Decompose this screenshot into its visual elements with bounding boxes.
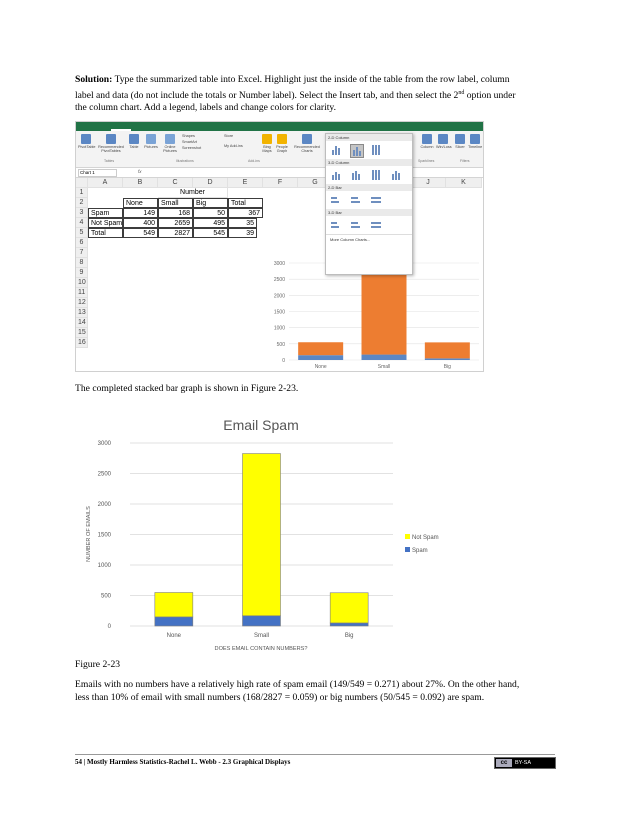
3d-column-icon[interactable] (390, 169, 402, 181)
col-header[interactable]: J (411, 178, 446, 188)
x-tick-label: Big (443, 364, 451, 370)
3d-stacked-column-icon[interactable] (350, 169, 362, 181)
formula-bar (76, 168, 483, 178)
conclusion-line-2: less than 10% of email with small numbers (168/2827 = 0.059) or big numbers (50/545 = 0.092) are spam. (75, 691, 485, 703)
x-tick-label: Small (253, 633, 270, 639)
ribbon-tab-bar (76, 122, 483, 131)
pictures-button[interactable]: Pictures (144, 134, 158, 149)
row-label-total[interactable]: Total (88, 228, 123, 238)
col-header[interactable]: C (158, 178, 193, 188)
table-cell[interactable]: 495 (193, 218, 228, 228)
footer-divider (75, 754, 555, 755)
row-header[interactable]: 8 (76, 258, 88, 268)
stacked-bar-icon[interactable] (350, 194, 362, 206)
bar-spam (155, 617, 193, 626)
name-box[interactable]: Chart 1 (78, 169, 117, 177)
group-filters: Filters (460, 159, 470, 163)
timeline-button[interactable]: Timeline (468, 134, 482, 149)
row-header[interactable]: 1 (76, 188, 88, 198)
pivottable-button[interactable]: PivotTable (78, 134, 94, 149)
dropdown-row-2d-bar (326, 191, 412, 209)
col-header[interactable]: F (263, 178, 298, 188)
y-tick-label: 2500 (97, 471, 111, 478)
row-header[interactable]: 11 (76, 288, 88, 298)
bar-spam (298, 355, 343, 360)
x-axis-label: DOES EMAIL CONTAIN NUMBERS? (214, 646, 308, 652)
y-tick-label: 0 (282, 358, 285, 364)
col-header[interactable]: G (298, 178, 333, 188)
recommended-pivottables-button[interactable]: Recommended PivotTables (96, 134, 126, 153)
y-tick-label: 2000 (273, 293, 285, 300)
table-cell[interactable]: 367 (228, 208, 263, 218)
solution-sup: nd (458, 89, 465, 96)
row-header[interactable]: 10 (76, 278, 88, 288)
3d-percent-bar-icon[interactable] (370, 219, 382, 231)
row-header[interactable]: 15 (76, 328, 88, 338)
bar-spam (243, 616, 281, 626)
bar-not-spam (425, 342, 470, 358)
table-title-cell[interactable]: Number (158, 188, 228, 198)
group-illustrations: Illustrations (176, 159, 194, 163)
cc-icon: cc (496, 759, 512, 767)
chart-title: Email Spam (223, 417, 299, 433)
percent-stacked-bar-icon[interactable] (370, 194, 382, 206)
bar-not-spam (330, 593, 368, 623)
solution-line-3: the column chart. Add a legend, labels and change colors for clarity. (75, 102, 336, 114)
store-button[interactable]: Store (224, 134, 234, 138)
column-sparkline-button[interactable]: Column (420, 134, 434, 149)
fx-icon: fx (138, 169, 142, 174)
my-addins-button[interactable]: My Add-ins (224, 144, 243, 148)
bar-not-spam (243, 454, 281, 616)
stacked-column-icon[interactable] (350, 144, 364, 158)
3d-percent-column-icon[interactable] (370, 169, 382, 181)
header-cell-big[interactable]: Big (193, 198, 228, 208)
group-addins: Add-ins (248, 159, 260, 163)
row-label-spam[interactable]: Spam (88, 208, 123, 218)
bar-not-spam (155, 593, 193, 617)
col-header[interactable]: E (228, 178, 263, 188)
row-header[interactable]: 13 (76, 308, 88, 318)
main-chart-svg (75, 406, 483, 652)
y-tick-label: 1500 (273, 309, 285, 316)
x-tick-label: Small (377, 364, 391, 370)
section-2d-bar: 2-D Bar (326, 184, 412, 191)
table-button[interactable]: Table (128, 134, 140, 149)
y-tick-label: 500 (100, 593, 111, 600)
y-tick-label: 1000 (273, 325, 285, 332)
by-sa-label: BY-SA (515, 760, 532, 766)
clustered-bar-icon[interactable] (330, 194, 342, 206)
chart-legend (405, 534, 439, 554)
header-cell-none[interactable]: None (123, 198, 158, 208)
table-cell[interactable]: 149 (123, 208, 158, 218)
dropdown-row-3d-column (326, 166, 412, 184)
row-header[interactable]: 16 (76, 338, 88, 348)
y-tick-label: 2000 (97, 502, 111, 508)
x-tick-label: None (166, 633, 182, 639)
slicer-button[interactable]: Slicer (454, 134, 466, 149)
col-header[interactable]: B (123, 178, 158, 188)
group-sparklines: Sparklines (418, 159, 435, 163)
section-3d-column: 3-D Column (326, 159, 412, 166)
section-2d-column: 2-D Column (326, 134, 412, 141)
table-cell[interactable]: 50 (193, 208, 228, 218)
row-header[interactable]: 6 (76, 238, 88, 248)
row-header[interactable]: 4 (76, 218, 88, 228)
people-graph-button[interactable]: People Graph (275, 134, 289, 153)
col-header[interactable]: K (446, 178, 482, 188)
addins-group (224, 134, 256, 148)
page-footer: 54 | Mostly Harmless Statistics-Rachel L. Webb - 2.3 Graphical Displays (75, 758, 291, 766)
shapes-group (182, 134, 208, 150)
conclusion-paragraph (75, 679, 555, 704)
col-header[interactable]: D (193, 178, 228, 188)
y-tick-label: 1500 (97, 532, 111, 539)
table-cell[interactable]: 2827 (158, 228, 193, 238)
y-tick-label: 1000 (97, 563, 111, 569)
table-cell[interactable]: 549 (123, 228, 158, 238)
row-header[interactable]: 14 (76, 318, 88, 328)
y-tick-label: 2500 (273, 277, 285, 284)
legend-label: Not Spam (412, 535, 439, 541)
bar-not-spam (362, 269, 407, 355)
email-spam-chart (75, 406, 483, 652)
group-tables: Tables (104, 159, 115, 163)
excel-screenshot (75, 121, 484, 372)
solution-line-1: Type the summarized table into Excel. Highlight just the inside of the table from the row label, column (114, 74, 510, 85)
row-header[interactable]: 7 (76, 248, 88, 258)
recommended-charts-button[interactable]: Recommended Charts (292, 134, 322, 153)
legend-label: Spam (412, 548, 428, 554)
legend-swatch (405, 547, 410, 552)
y-tick-label: 500 (276, 341, 285, 348)
3d-clustered-column-icon[interactable] (330, 169, 342, 181)
clustered-column-icon[interactable] (330, 144, 342, 156)
table-cell[interactable]: 168 (158, 208, 193, 218)
header-cell-small[interactable]: Small (158, 198, 193, 208)
figure-caption: Figure 2-23 (75, 659, 121, 670)
smartart-button[interactable]: SmartArt (182, 140, 197, 144)
row-header[interactable]: 3 (76, 208, 88, 218)
more-column-charts-link[interactable]: More Column Charts... (326, 234, 412, 244)
col-header[interactable]: A (88, 178, 123, 188)
legend-swatch (405, 534, 410, 539)
bar-spam (330, 623, 368, 626)
y-tick-label: 3000 (273, 261, 285, 267)
table-cell[interactable]: 545 (193, 228, 228, 238)
y-tick-label: 3000 (97, 441, 111, 447)
row-header[interactable]: 2 (76, 198, 88, 208)
row-header[interactable]: 12 (76, 298, 88, 308)
solution-line-2-end: option under (464, 89, 516, 101)
table-cell[interactable]: 400 (123, 218, 158, 228)
header-cell-total[interactable]: Total (228, 198, 263, 208)
section-3d-bar: 3-D Bar (326, 209, 412, 216)
figure-intro: The completed stacked bar graph is shown in Figure 2-23. (75, 383, 299, 394)
3d-clustered-bar-icon[interactable] (330, 219, 342, 231)
y-axis-label: NUMBER OF EMAILS (86, 506, 92, 562)
row-header[interactable]: 5 (76, 228, 88, 238)
row-label-not-spam[interactable]: Not Spam (88, 218, 123, 228)
bar-spam (362, 355, 407, 360)
cc-license-badge (494, 757, 556, 769)
dropdown-row-3d-bar (326, 216, 412, 234)
bar-not-spam (298, 342, 343, 355)
winloss-button[interactable]: Win/Loss (436, 134, 450, 149)
bing-maps-button[interactable]: Bing Maps (261, 134, 273, 153)
solution-paragraph (75, 74, 555, 115)
shapes-button[interactable]: Shapes (182, 134, 195, 138)
3d-stacked-bar-icon[interactable] (350, 219, 362, 231)
y-tick-label: 0 (107, 624, 111, 630)
table-cell[interactable]: 39 (228, 228, 257, 238)
table-cell[interactable]: 2659 (158, 218, 193, 228)
ribbon (76, 131, 483, 168)
table-cell[interactable]: 35 (228, 218, 257, 228)
solution-line-2: label and data (do not include the totals or Number label). Select the Insert tab, and then select the 2 (75, 89, 459, 101)
row-header[interactable]: 9 (76, 268, 88, 278)
column-chart-dropdown (325, 133, 413, 275)
x-tick-label: Big (344, 633, 354, 639)
conclusion-line-1: Emails with no numbers have a relatively high rate of spam email (149/549 = 0.271) about 27%. On the other hand, (75, 679, 520, 690)
screenshot-button[interactable]: Screenshot (182, 146, 202, 150)
bar-spam (425, 358, 470, 360)
percent-stacked-column-icon[interactable] (370, 144, 382, 156)
corner-cell[interactable] (76, 178, 88, 188)
x-tick-label: None (314, 364, 327, 370)
solution-label: Solution: (75, 74, 113, 85)
dropdown-row-2d-column (326, 141, 412, 159)
online-pictures-button[interactable]: Online Pictures (162, 134, 178, 153)
